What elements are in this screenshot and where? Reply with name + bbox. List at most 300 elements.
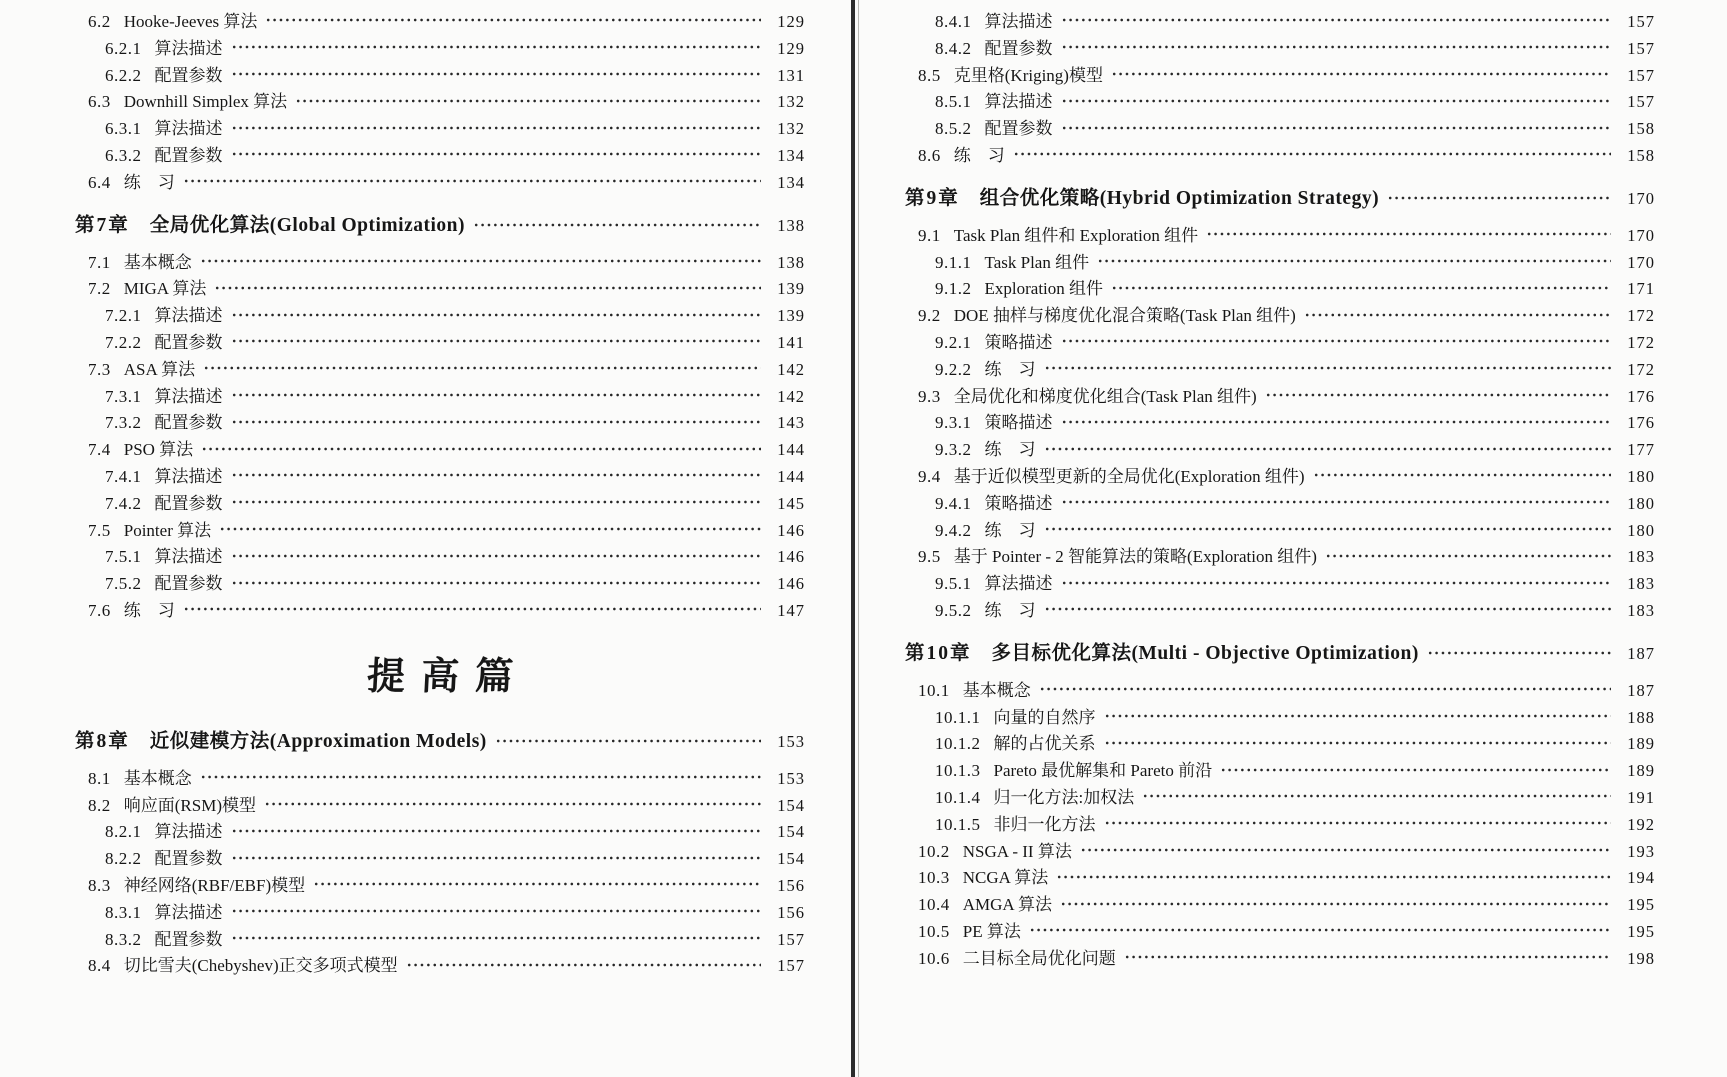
toc-entry (75, 598, 805, 625)
toc-entry (75, 819, 805, 846)
toc-page-number: 172 (1627, 306, 1655, 326)
toc-entry-title: 策略描述 (984, 493, 1053, 513)
toc-leader-dots (231, 150, 762, 158)
toc-entry (905, 303, 1655, 330)
toc-leader-dots (1206, 230, 1611, 238)
toc-entry (75, 63, 805, 90)
toc-entry-title: 解的占优关系 (993, 734, 1096, 754)
toc-leader-dots (406, 961, 761, 969)
toc-entry-title: 配置参数 (984, 119, 1053, 139)
toc-page-number: 139 (777, 279, 805, 299)
toc-page-number: 158 (1627, 145, 1655, 165)
toc-entry (75, 900, 805, 927)
toc-entry-title: NCGA 算法 (962, 868, 1049, 888)
toc-leader-dots (1044, 445, 1612, 453)
toc-entry-title: 算法描述 (154, 306, 223, 326)
toc-leader-dots (264, 800, 761, 808)
toc-page-right (862, 0, 1727, 973)
toc-entry-title: 算法描述 (154, 466, 223, 486)
toc-entry-label: 8.6 (918, 145, 941, 165)
toc-entry-label: 9.3 (918, 386, 941, 406)
toc-entry (905, 518, 1655, 545)
toc-page-number: 154 (777, 795, 805, 815)
toc-entry (905, 705, 1655, 732)
toc-entry-label: 9.4.2 (935, 520, 972, 540)
toc-entry (75, 116, 805, 143)
toc-entry (905, 892, 1655, 919)
toc-page-number: 134 (777, 172, 805, 192)
toc-leader-dots (183, 177, 761, 185)
toc-entry (75, 276, 805, 303)
toc-leader-dots (231, 43, 762, 51)
toc-entry-label: 7.2.1 (105, 306, 142, 326)
toc-leader-dots (231, 471, 762, 479)
toc-entry (905, 9, 1655, 36)
toc-leader-dots (231, 827, 762, 835)
toc-entry (905, 357, 1655, 384)
toc-page-number: 189 (1627, 734, 1655, 754)
toc-entry (905, 116, 1655, 143)
toc-entry-label: 第8章 (75, 730, 130, 752)
part-divider-title: 提高篇 (365, 655, 531, 698)
toc-entry (905, 223, 1655, 250)
toc-entry-label: 6.3 (88, 92, 111, 112)
toc-entry (75, 250, 805, 277)
toc-leader-dots (1044, 525, 1612, 533)
toc-page-number: 153 (777, 768, 805, 788)
toc-page-number: 170 (1627, 252, 1655, 272)
toc-entry (905, 464, 1655, 491)
toc-leader-dots (231, 337, 762, 345)
toc-entry-title: 基于近似模型更新的全局优化(Exploration 组件) (953, 466, 1305, 486)
toc-entry (905, 571, 1655, 598)
toc-leader-dots (1060, 900, 1611, 908)
toc-entry-label: 7.3 (88, 359, 111, 379)
toc-entry-label: 7.5.1 (105, 547, 142, 567)
toc-leader-dots (1029, 926, 1611, 934)
toc-entry (905, 731, 1655, 758)
toc-entry (75, 357, 805, 384)
toc-leader-dots (1061, 498, 1612, 506)
toc-entry (905, 250, 1655, 277)
toc-leader-dots (203, 364, 761, 372)
toc-entry-label: 9.2 (918, 306, 941, 326)
toc-entry-title: 归一化方法:加权法 (993, 787, 1135, 807)
toc-entry-label: 10.1.5 (935, 814, 981, 834)
toc-entry-label: 第7章 (75, 214, 130, 236)
toc-leader-dots (231, 579, 762, 587)
toc-entry-title: 基本概念 (962, 680, 1031, 700)
toc-entry-label: 7.1 (88, 252, 111, 272)
toc-page-number: 170 (1627, 188, 1655, 208)
toc-leader-dots (1111, 284, 1611, 292)
toc-leader-dots (1061, 418, 1612, 426)
toc-leader-dots (1061, 579, 1612, 587)
toc-page-number: 172 (1627, 359, 1655, 379)
toc-leader-dots (1325, 552, 1611, 560)
toc-entry (75, 410, 805, 437)
toc-leader-dots (231, 907, 762, 915)
toc-entry-label: 10.2 (918, 841, 950, 861)
toc-leader-dots (1013, 150, 1611, 158)
toc-entry-label: 9.4.1 (935, 493, 972, 513)
toc-entry (75, 464, 805, 491)
toc-entry-label: 7.4 (88, 440, 111, 460)
toc-leader-dots (231, 418, 762, 426)
toc-entry-label: 6.2.1 (105, 38, 142, 58)
toc-entry-title: AMGA 算法 (962, 895, 1053, 915)
toc-leader-dots (183, 605, 761, 613)
toc-page-number: 195 (1627, 895, 1655, 915)
toc-entry-label: 7.6 (88, 600, 111, 620)
toc-entry-label: 8.4 (88, 956, 111, 976)
toc-leader-dots (1061, 124, 1612, 132)
toc-entry (75, 518, 805, 545)
toc-page-number: 172 (1627, 332, 1655, 352)
toc-leader-dots (295, 97, 761, 105)
toc-entry-title: 近似建模方法(Approximation Models) (149, 730, 487, 752)
toc-entry-label: 8.5.1 (935, 92, 972, 112)
toc-entry (905, 384, 1655, 411)
toc-entry-label: 9.3.2 (935, 440, 972, 460)
toc-leader-dots (231, 124, 762, 132)
toc-entry-label: 6.2 (88, 12, 111, 31)
toc-leader-dots (1313, 471, 1611, 479)
toc-entry (905, 839, 1655, 866)
toc-entry-title: ASA 算法 (123, 359, 196, 379)
toc-entry-title: 练 习 (984, 440, 1036, 460)
toc-entry-title: NSGA - II 算法 (962, 841, 1072, 861)
toc-entry (75, 873, 805, 900)
toc-entry-label: 8.5 (918, 65, 941, 85)
toc-entry (905, 946, 1655, 973)
toc-leader-dots (1387, 194, 1611, 202)
toc-leader-dots (1044, 364, 1612, 372)
toc-entry (905, 812, 1655, 839)
toc-entry-label: 7.4.1 (105, 466, 142, 486)
toc-entry-label: 第10章 (905, 642, 972, 664)
toc-page-number: 194 (1627, 868, 1655, 888)
toc-entry-title: 算法描述 (154, 38, 223, 58)
toc-page-number: 157 (1627, 65, 1655, 85)
toc-leader-dots (1061, 16, 1612, 24)
toc-page-number: 142 (777, 386, 805, 406)
page-edge-line (858, 0, 859, 1077)
toc-leader-dots (1104, 819, 1612, 827)
toc-entry-label: 9.5.2 (935, 600, 972, 620)
toc-page-number: 180 (1627, 466, 1655, 486)
toc-leader-dots (231, 498, 762, 506)
toc-entry-title: 配置参数 (154, 65, 223, 85)
toc-page-number: 154 (777, 849, 805, 869)
toc-entry-title: Pointer 算法 (123, 520, 212, 540)
toc-entry-title: DOE 抽样与梯度优化混合策略(Task Plan 组件) (953, 306, 1296, 326)
toc-entry (905, 785, 1655, 812)
toc-entry-title: MIGA 算法 (123, 279, 207, 299)
toc-leader-dots (1039, 685, 1611, 693)
toc-page-number: 129 (777, 38, 805, 58)
toc-entry (905, 330, 1655, 357)
toc-leader-dots (1304, 311, 1611, 319)
toc-entry-label: 9.5 (918, 547, 941, 567)
toc-page-number: 129 (777, 12, 805, 31)
toc-page-number: 157 (1627, 38, 1655, 58)
toc-entry-label: 9.5.1 (935, 574, 972, 594)
toc-entry (905, 63, 1655, 90)
toc-entry-title: 练 习 (123, 600, 175, 620)
toc-entry-label: 10.1.4 (935, 787, 981, 807)
toc-leader-dots (1142, 792, 1611, 800)
toc-page-number: 187 (1627, 680, 1655, 700)
toc-entry-label: 7.2 (88, 279, 111, 299)
toc-leader-dots (200, 257, 761, 265)
toc-entry-title: 算法描述 (154, 902, 223, 922)
toc-leader-dots (231, 552, 762, 560)
toc-entry-title: 配置参数 (984, 38, 1053, 58)
toc-entry-label: 9.1.1 (935, 252, 972, 272)
toc-entry (905, 919, 1655, 946)
toc-page-number: 138 (777, 215, 805, 235)
toc-leader-dots (1044, 605, 1612, 613)
toc-leader-dots (313, 880, 761, 888)
toc-entry-label: 7.5 (88, 520, 111, 540)
toc-page-number: 141 (777, 332, 805, 352)
toc-entry-label: 第9章 (905, 187, 960, 209)
toc-page-number: 153 (777, 731, 805, 751)
toc-entry-label: 8.5.2 (935, 119, 972, 139)
toc-entry-label: 7.2.2 (105, 332, 142, 352)
toc-page-number: 147 (777, 600, 805, 620)
toc-page-number: 171 (1627, 279, 1655, 299)
toc-leader-dots (495, 737, 761, 745)
toc-entry-title: 二目标全局优化问题 (962, 948, 1116, 968)
toc-entry (75, 927, 805, 954)
toc-entry (905, 410, 1655, 437)
toc-entry-label: 9.3.1 (935, 413, 972, 433)
toc-leader-dots (219, 525, 761, 533)
toc-entry-title: 向量的自然序 (993, 707, 1096, 727)
toc-leader-dots (1056, 873, 1611, 881)
toc-page-number: 157 (777, 956, 805, 976)
toc-page-number: 157 (777, 929, 805, 949)
toc-page-number: 156 (777, 902, 805, 922)
toc-entry (75, 766, 805, 793)
toc-entry-title: 练 习 (123, 172, 175, 192)
toc-entry-label: 7.3.2 (105, 413, 142, 433)
toc-leader-dots (231, 934, 762, 942)
toc-entry-title: 配置参数 (154, 332, 223, 352)
toc-entry-title: 非归一化方法 (993, 814, 1096, 834)
toc-leader-dots (200, 773, 761, 781)
toc-leader-dots (1104, 739, 1612, 747)
toc-entry-label: 8.4.1 (935, 12, 972, 31)
toc-entry (75, 330, 805, 357)
toc-page-number: 154 (777, 822, 805, 842)
toc-page-number: 157 (1627, 12, 1655, 31)
toc-page-number: 132 (777, 92, 805, 112)
toc-entry (75, 571, 805, 598)
toc-entry (905, 638, 1655, 670)
toc-entry-label: 6.4 (88, 172, 111, 192)
toc-entry (75, 143, 805, 170)
toc-entry (75, 544, 805, 571)
toc-entry-title: 基于 Pointer - 2 智能算法的策略(Exploration 组件) (953, 547, 1317, 567)
toc-entry-title: PSO 算法 (123, 440, 194, 460)
toc-entry-label: 7.4.2 (105, 493, 142, 513)
toc-entry-title: 练 习 (984, 520, 1036, 540)
toc-entry (905, 183, 1655, 215)
toc-entry (75, 437, 805, 464)
toc-page-number: 189 (1627, 761, 1655, 781)
toc-page-number: 180 (1627, 493, 1655, 513)
toc-entry-label: 10.4 (918, 895, 950, 915)
toc-entry-label: 6.2.2 (105, 65, 142, 85)
toc-page-number: 139 (777, 306, 805, 326)
toc-page-number: 187 (1627, 643, 1655, 663)
toc-entry (905, 437, 1655, 464)
toc-entry-title: 算法描述 (154, 822, 223, 842)
toc-entry (905, 598, 1655, 625)
toc-page-number: 146 (777, 574, 805, 594)
toc-entry (75, 384, 805, 411)
toc-page-number: 146 (777, 520, 805, 540)
toc-leader-dots (1265, 391, 1611, 399)
toc-entry-title: 组合优化策略(Hybrid Optimization Strategy) (979, 187, 1380, 209)
page-gutter-divider (851, 0, 855, 1077)
toc-page-number: 156 (777, 875, 805, 895)
toc-entry (75, 793, 805, 820)
toc-leader-dots (231, 391, 762, 399)
toc-page-number: 193 (1627, 841, 1655, 861)
toc-entry (75, 491, 805, 518)
toc-entry-title: 配置参数 (154, 493, 223, 513)
toc-entry-label: 10.1.1 (935, 707, 981, 727)
toc-entry-label: 10.1 (918, 680, 950, 700)
toc-entry-title: 算法描述 (984, 12, 1053, 31)
toc-page-number: 191 (1627, 787, 1655, 807)
toc-leader-dots (231, 70, 762, 78)
toc-page-number: 144 (777, 466, 805, 486)
toc-entry (905, 865, 1655, 892)
toc-page-number: 146 (777, 547, 805, 567)
toc-entry-label: 8.1 (88, 768, 111, 788)
toc-page-number: 142 (777, 359, 805, 379)
toc-entry (75, 89, 805, 116)
toc-entry-title: 基本概念 (123, 768, 192, 788)
toc-entry (905, 36, 1655, 63)
toc-entry-title: 算法描述 (154, 547, 223, 567)
toc-entry-label: 9.2.2 (935, 359, 972, 379)
toc-entry (905, 143, 1655, 170)
toc-entry-title: Pareto 最优解集和 Pareto 前沿 (993, 761, 1213, 781)
toc-entry (75, 9, 805, 36)
toc-entry-label: 6.3.2 (105, 145, 142, 165)
toc-entry (75, 170, 805, 197)
toc-page-number: 134 (777, 145, 805, 165)
toc-entry-label: 10.1.3 (935, 761, 981, 781)
toc-page-number: 180 (1627, 520, 1655, 540)
toc-page-number: 192 (1627, 814, 1655, 834)
toc-entry-label: 8.2.1 (105, 822, 142, 842)
toc-entry-title: 响应面(RSM)模型 (123, 795, 256, 815)
toc-entry-title: 练 习 (984, 600, 1036, 620)
toc-entry-label: 8.3.2 (105, 929, 142, 949)
toc-entry-label: 9.4 (918, 466, 941, 486)
toc-entry-title: 算法描述 (984, 92, 1053, 112)
toc-entry-title: Task Plan 组件和 Exploration 组件 (953, 225, 1199, 245)
toc-entry-label: 10.1.2 (935, 734, 981, 754)
toc-page-number: 158 (1627, 119, 1655, 139)
toc-entry-label: 10.5 (918, 921, 950, 941)
toc-entry-label: 8.3 (88, 875, 111, 895)
toc-entry-title: 全局优化算法(Global Optimization) (149, 214, 465, 236)
toc-entry-title: 算法描述 (154, 386, 223, 406)
toc-page-number: 145 (777, 493, 805, 513)
toc-entry-title: 神经网络(RBF/EBF)模型 (123, 875, 306, 895)
toc-entry (75, 953, 805, 980)
toc-entry-label: 9.2.1 (935, 332, 972, 352)
toc-entry (75, 846, 805, 873)
toc-entry (75, 36, 805, 63)
toc-leader-dots (231, 854, 762, 862)
toc-entry-title: Exploration 组件 (984, 279, 1104, 299)
toc-leader-dots (1061, 97, 1612, 105)
toc-entry-title: 算法描述 (154, 119, 223, 139)
toc-page-number: 198 (1627, 948, 1655, 968)
toc-entry-label: 8.2.2 (105, 849, 142, 869)
toc-page-number: 177 (1627, 440, 1655, 460)
toc-page-number: 183 (1627, 600, 1655, 620)
toc-entry-label: 7.3.1 (105, 386, 142, 406)
toc-entry-label: 8.3.1 (105, 902, 142, 922)
toc-page-number: 183 (1627, 547, 1655, 567)
toc-page-number: 176 (1627, 413, 1655, 433)
toc-entry-title: PE 算法 (962, 921, 1021, 941)
toc-leader-dots (201, 445, 761, 453)
toc-page-number: 132 (777, 119, 805, 139)
toc-leader-dots (231, 311, 762, 319)
toc-entry-label: 10.6 (918, 948, 950, 968)
toc-entry (75, 303, 805, 330)
toc-leader-dots (214, 284, 761, 292)
toc-entry (905, 276, 1655, 303)
toc-entry-title: 配置参数 (154, 849, 223, 869)
toc-entry-label: 10.3 (918, 868, 950, 888)
toc-entry (75, 210, 805, 242)
toc-leader-dots (1111, 70, 1611, 78)
toc-entry (905, 491, 1655, 518)
toc-entry-label: 8.4.2 (935, 38, 972, 58)
toc-entry (905, 544, 1655, 571)
toc-entry-title: 练 习 (953, 145, 1005, 165)
toc-entry-title: 全局优化和梯度优化组合(Task Plan 组件) (953, 386, 1257, 406)
toc-entry-label: 6.3.1 (105, 119, 142, 139)
toc-page-left (0, 0, 852, 980)
toc-entry-title: 多目标优化算法(Multi - Objective Optimization) (991, 642, 1419, 664)
toc-entry-title: 算法描述 (984, 574, 1053, 594)
toc-entry (905, 758, 1655, 785)
toc-leader-dots (1080, 846, 1611, 854)
toc-leader-dots (473, 221, 761, 229)
toc-entry-title: 配置参数 (154, 574, 223, 594)
toc-entry-title: 策略描述 (984, 413, 1053, 433)
toc-page-number: 183 (1627, 574, 1655, 594)
toc-page-number: 157 (1627, 92, 1655, 112)
toc-leader-dots (1061, 337, 1612, 345)
toc-page-number: 170 (1627, 225, 1655, 245)
toc-leader-dots (1104, 712, 1612, 720)
toc-leader-dots (265, 16, 761, 24)
